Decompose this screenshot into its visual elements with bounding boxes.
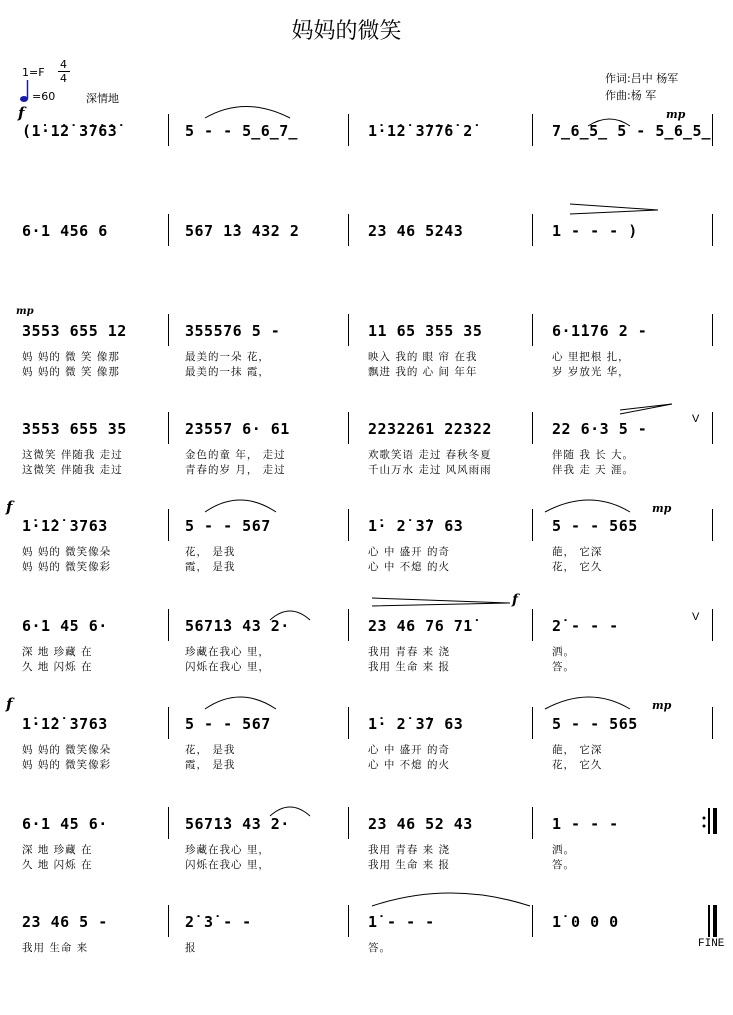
lyric-verse-2: 久 地 闪烁 在 (22, 859, 93, 871)
measure-notes: 5 - - 567 (185, 517, 271, 535)
key-signature: 1=F (22, 66, 45, 79)
measure-notes: 23 46 52 43 (368, 815, 473, 833)
lyric-verse-1: 花， 是我 (185, 744, 236, 756)
lyric-verse-2: 闪烁在我心 里， (185, 859, 270, 871)
measure-notes: 567 1̇3 432 2 (185, 222, 300, 240)
lyric-verse-2: 千山万水 走过 风风雨雨 (368, 464, 492, 476)
lyric-verse-1: 伴随 我 长 大。 (552, 449, 635, 461)
dynamic-forte: f (512, 592, 519, 608)
measure-notes: 6·1 45 6· (22, 617, 108, 635)
measure-notes: 1̇·1̇2̇ 3763 (22, 715, 108, 733)
lyric-verse-2: 最美的一抹 霞， (185, 366, 270, 378)
dynamic-mezzo-piano: mp (16, 306, 34, 317)
lyric-verse-2: 花， 它久 (552, 759, 603, 771)
lyric-verse-1: 心 中 盛开 的奇 (368, 744, 451, 756)
measure-notes: 6·1 456 6 (22, 222, 108, 240)
lyric-verse-2: 闪烁在我心 里， (185, 661, 270, 673)
lyric-verse-2: 心 中 不熄 的火 (368, 759, 451, 771)
measure-notes: 6·1 45 6· (22, 815, 108, 833)
measure-notes: 3553 655 35 (22, 420, 127, 438)
slur (588, 119, 630, 126)
measure-notes: 355576 5 - (185, 322, 281, 340)
lyric-verse-1: 最美的一朵 花， (185, 351, 270, 363)
lyric-verse-1: 珍藏在我心 里， (185, 844, 270, 856)
tempo: =60 (32, 90, 56, 103)
measure-notes: 5 - - 565 (552, 517, 638, 535)
lyric-verse-1: 葩， 它深 (552, 546, 603, 558)
lyric-verse-1: 这微笑 伴随我 走过 (22, 449, 123, 461)
lyric-verse-1: 洒。 (552, 646, 575, 658)
measure-notes: 11 65 355 35 (368, 322, 483, 340)
measure-notes: 22 6·3 5 - (552, 420, 648, 438)
measure-notes: 23 46 5243 (368, 222, 464, 240)
measure-notes: (1̇·1̇2̇ 3̇7̇6̇3̇ (22, 122, 118, 140)
lyric-verse-2: 我用 生命 来 报 (368, 859, 451, 871)
slur (545, 500, 630, 512)
measure-notes: 5671̇3 43 2· (185, 617, 290, 635)
measure-notes: 1̇·1̇2̇ 3̇7̇7̇6̇ 2̇ (368, 122, 473, 140)
lyric-verse-1: 葩， 它深 (552, 744, 603, 756)
slur (205, 697, 276, 709)
lyric-verse-1: 我用 青春 来 浇 (368, 844, 451, 856)
measure-notes: 23557 6· 61 (185, 420, 290, 438)
measure-notes: 1 - - - ) (552, 222, 638, 240)
dynamic-forte: f (6, 498, 13, 516)
lyric-verse-1: 妈 妈的 微 笑 像那 (22, 351, 120, 363)
lyric-verse-1: 我用 青春 来 浇 (368, 646, 451, 658)
lyric-verse-2: 妈 妈的 微笑像彩 (22, 561, 112, 573)
diminuendo-hairpin (570, 204, 658, 214)
breath-mark: V (692, 611, 700, 623)
final-barline (708, 905, 710, 937)
lyric-verse-1: 妈 妈的 微笑像朵 (22, 744, 112, 756)
dynamic-forte: f (18, 104, 25, 122)
slur (205, 500, 276, 512)
measure-notes: 2̇ 3̇ - - (185, 913, 252, 931)
dynamic-mezzo-piano: mp (652, 502, 672, 515)
lyric-verse-1: 深 地 珍藏 在 (22, 844, 93, 856)
measure-notes: 5 - - 565 (552, 715, 638, 733)
measure-notes: 3553 655 12 (22, 322, 127, 340)
lyric-verse-1: 欢歌笑语 走过 春秋冬夏 (368, 449, 492, 461)
lyric-verse-2: 答。 (552, 859, 575, 871)
slur (545, 697, 630, 709)
lyric-verse-1: 妈 妈的 微笑像朵 (22, 546, 112, 558)
measure-notes: 5671̇3 43 2· (185, 815, 290, 833)
lyric-verse-2: 霞， 是我 (185, 759, 236, 771)
measure-notes: 1̇·1̇2̇ 3763 (22, 517, 108, 535)
lyric-verse-2: 霞， 是我 (185, 561, 236, 573)
slur (270, 611, 310, 620)
measure-notes: 2232261 22322 (368, 420, 492, 438)
diminuendo-hairpin (372, 598, 510, 606)
lyric-verse-1: 深 地 珍藏 在 (22, 646, 93, 658)
measure-notes: 1̇ 0 0 0 (552, 913, 619, 931)
lyric-verse-2: 答。 (552, 661, 575, 673)
lyric-verse-1: 答。 (368, 942, 391, 954)
dynamic-forte: f (6, 695, 13, 713)
lyric-verse-2: 伴我 走 天 涯。 (552, 464, 635, 476)
time-numerator: 4 (60, 58, 67, 71)
fine-marker: FINE (698, 938, 725, 950)
repeat-barline (708, 808, 710, 834)
measure-notes: 1̇ - - - (368, 913, 435, 931)
lyric-verse-1: 心 中 盛开 的奇 (368, 546, 451, 558)
lyric-verse-2: 我用 生命 来 报 (368, 661, 451, 673)
repeat-dot (703, 817, 706, 820)
expression: 深情地 (86, 92, 119, 105)
measure-notes: 1̇· 2̇ 3̇7 63 (368, 517, 464, 535)
lyricist: 作词:吕中 杨军 (605, 72, 679, 85)
lyric-verse-1: 花， 是我 (185, 546, 236, 558)
dynamic-mezzo-piano: mp (666, 108, 686, 121)
breath-mark: V (692, 413, 700, 425)
lyric-verse-1: 报 (185, 942, 197, 954)
lyric-verse-2: 久 地 闪烁 在 (22, 661, 93, 673)
composer: 作曲:杨 军 (605, 89, 657, 102)
lyric-verse-1: 洒。 (552, 844, 575, 856)
repeat-barline (713, 808, 717, 834)
measure-notes: 1 - - - (552, 815, 619, 833)
measure-notes: 6·1̇176 2 - (552, 322, 648, 340)
measure-notes: 5 - - 5̲6̲7̲ (185, 122, 298, 140)
measure-notes: 23 46 76 71̇ (368, 617, 473, 635)
dynamic-mezzo-piano: mp (652, 699, 672, 712)
final-barline (713, 905, 717, 937)
lyric-verse-2: 青春的岁 月， 走过 (185, 464, 286, 476)
measure-notes: 23 46 5 - (22, 913, 108, 931)
lyric-verse-1: 金色的童 年， 走过 (185, 449, 286, 461)
lyric-verse-2: 花， 它久 (552, 561, 603, 573)
lyric-verse-2: 飘进 我的 心 间 年年 (368, 366, 478, 378)
lyric-verse-2: 妈 妈的 微笑像彩 (22, 759, 112, 771)
slur (372, 893, 530, 906)
slur (205, 107, 290, 119)
time-denominator: 4 (60, 72, 67, 85)
lyric-verse-1: 映入 我的 眼 帘 在我 (368, 351, 478, 363)
lyric-verse-1: 我用 生命 来 (22, 942, 89, 954)
measure-notes: 5 - - 567 (185, 715, 271, 733)
crescendo-hairpin (620, 404, 672, 414)
measure-notes: 7̲6̲5̲ 5 - 5̲6̲5̲ (552, 122, 712, 140)
lyric-verse-2: 这微笑 伴随我 走过 (22, 464, 123, 476)
song-title: 妈妈的微笑 (291, 19, 402, 44)
lyric-verse-1: 珍藏在我心 里， (185, 646, 270, 658)
lyric-verse-2: 岁 岁放光 华， (552, 366, 630, 378)
measure-notes: 1̇· 2̇ 3̇7 63 (368, 715, 464, 733)
lyric-verse-1: 心 里把根 扎， (552, 351, 630, 363)
lyric-verse-2: 心 中 不熄 的火 (368, 561, 451, 573)
repeat-dot (703, 825, 706, 828)
lyric-verse-2: 妈 妈的 微 笑 像那 (22, 366, 120, 378)
measure-notes: 2̇ - - - (552, 617, 619, 635)
slur (270, 807, 310, 816)
